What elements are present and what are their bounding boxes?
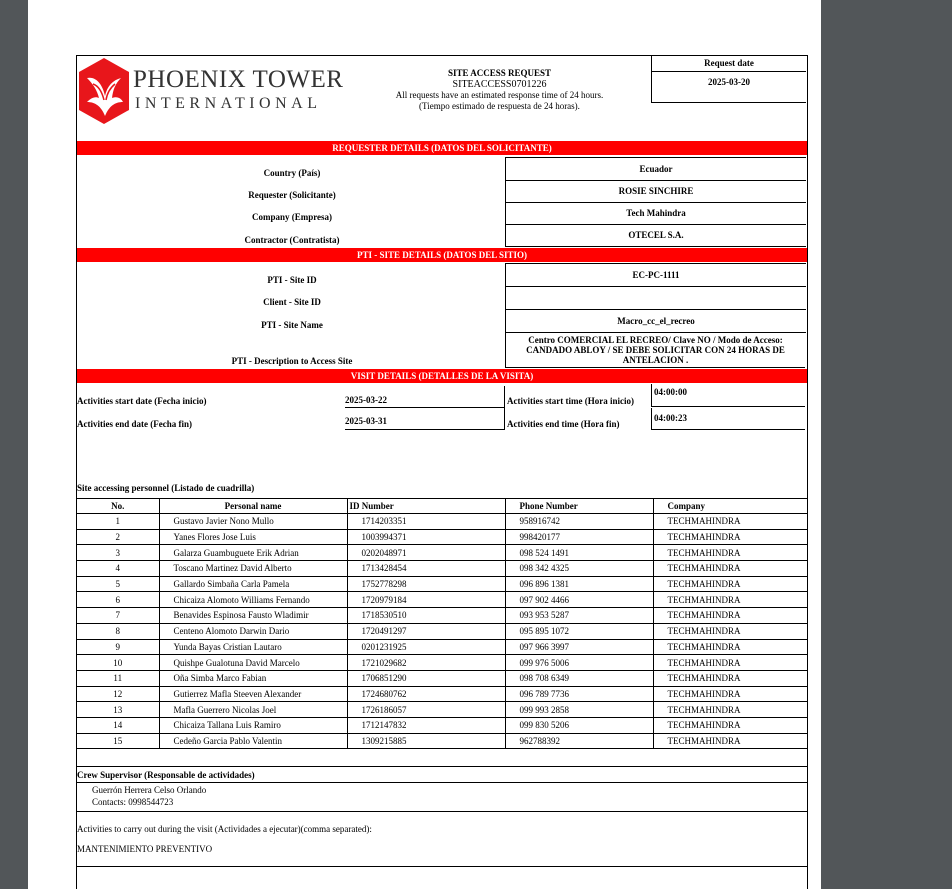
phone-number: 099 830 5206 [505, 717, 653, 733]
requester-value: ROSIE SINCHIRE [505, 180, 806, 203]
personal-name: Mafla Guerrero Nicolas Joel [159, 702, 347, 718]
col-header-phone: Phone Number [505, 499, 653, 514]
request-date-value: 2025-03-20 [708, 77, 750, 87]
row-number: 11 [77, 670, 159, 686]
id-number: 1712147832 [347, 717, 505, 733]
personnel-row [77, 733, 807, 749]
personnel-row [77, 529, 807, 545]
phone-number: 098 708 6349 [505, 670, 653, 686]
company-name: TECHMAHINDRA [653, 529, 807, 545]
supervisor-title: Crew Supervisor (Responsable de actividades) [77, 770, 255, 780]
id-number: 1720979184 [347, 592, 505, 608]
id-number: 1714203351 [347, 514, 505, 530]
col-header-no: No. [77, 499, 159, 514]
personal-name: Benavides Espinosa Fausto Wladimir [159, 608, 347, 624]
start-time-value: 04:00:00 [651, 384, 805, 407]
id-number: 0202048971 [347, 545, 505, 561]
personnel-row [77, 639, 807, 655]
personnel-row [77, 576, 807, 592]
company-name: TECHMAHINDRA [653, 670, 807, 686]
row-number: 3 [77, 545, 159, 561]
personnel-header-row [77, 499, 807, 514]
site-section-header: PTI - SITE DETAILS (DATOS DEL SITIO) [77, 248, 807, 262]
form-frame [76, 55, 808, 889]
personal-name: Yanes Flores Jose Luis [159, 529, 347, 545]
supervisor-name: Guerrón Herrera Celso Orlando [92, 785, 207, 795]
request-date-label: Request date [704, 58, 754, 68]
site-name-value: Macro_cc_el_recreo [505, 309, 806, 333]
personal-name: Cedeño Garcia Pablo Valentin [159, 733, 347, 749]
row-number: 9 [77, 639, 159, 655]
row-number: 10 [77, 655, 159, 671]
personnel-row [77, 623, 807, 639]
row-number: 5 [77, 576, 159, 592]
phone-number: 097 902 4466 [505, 592, 653, 608]
start-time-label: Activities start time (Hora inicio) [507, 396, 634, 406]
personnel-row [77, 702, 807, 718]
row-number: 7 [77, 608, 159, 624]
personal-name: Centeno Alomoto Darwin Dario [159, 623, 347, 639]
phone-number: 096 896 1381 [505, 576, 653, 592]
phone-number: 099 993 2858 [505, 702, 653, 718]
personnel-row [77, 686, 807, 702]
row-number: 13 [77, 702, 159, 718]
row-number: 6 [77, 592, 159, 608]
start-date-value: 2025-03-22 [345, 386, 505, 408]
end-date-label: Activities end date (Fecha fin) [77, 419, 192, 429]
phone-number: 098 342 4325 [505, 561, 653, 577]
request-date-box [651, 56, 806, 103]
phone-number: 095 895 1072 [505, 623, 653, 639]
personal-name: Oña Simba Marco Fabian [159, 670, 347, 686]
phone-number: 962788392 [505, 733, 653, 749]
company-name: TECHMAHINDRA [653, 686, 807, 702]
end-date-value: 2025-03-31 [345, 408, 505, 430]
description-label: PTI - Description to Access Site [231, 356, 353, 366]
contractor-value: OTECEL S.A. [505, 224, 806, 247]
end-time-value: 04:00:23 [651, 408, 805, 430]
personnel-row [77, 545, 807, 561]
company-name: TECHMAHINDRA [653, 608, 807, 624]
logo-wordmark-line2: INTERNATIONAL [135, 95, 322, 112]
company-name: TECHMAHINDRA [653, 545, 807, 561]
logo-wordmark-line1: PHOENIX TOWER [133, 66, 344, 93]
phone-number: 958916742 [505, 514, 653, 530]
id-number: 1718530510 [347, 608, 505, 624]
id-number: 0201231925 [347, 639, 505, 655]
client-site-id-value [505, 286, 806, 310]
id-number: 1752778298 [347, 576, 505, 592]
row-number: 8 [77, 623, 159, 639]
id-number: 1706851290 [347, 670, 505, 686]
activities-value: MANTENIMIENTO PREVENTIVO [77, 844, 213, 854]
personnel-row [77, 561, 807, 577]
requester-label: Requester (Solicitante) [248, 190, 336, 200]
visit-section-header: VISIT DETAILS (DETALLES DE LA VISITA) [77, 369, 807, 383]
col-header-company: Company [653, 499, 807, 514]
id-number: 1713428454 [347, 561, 505, 577]
row-number: 14 [77, 717, 159, 733]
id-number: 1721029682 [347, 655, 505, 671]
site-id-value: EC-PC-1111 [505, 263, 806, 287]
phone-number: 096 789 7736 [505, 686, 653, 702]
response-note-en: All requests have an estimated response time of 24 hours. [395, 90, 604, 100]
row-number: 12 [77, 686, 159, 702]
company-name: TECHMAHINDRA [653, 655, 807, 671]
request-code: SITEACCESS0701226 [452, 79, 547, 90]
country-label: Country (País) [263, 168, 321, 178]
id-number: 1003994371 [347, 529, 505, 545]
supervisor-contact: Contacts: 0998544723 [92, 797, 174, 807]
personnel-row [77, 655, 807, 671]
company-name: TECHMAHINDRA [653, 639, 807, 655]
personal-name: Gallardo Simbaña Carla Pamela [159, 576, 347, 592]
form-title: SITE ACCESS REQUEST [447, 68, 552, 78]
company-name: TECHMAHINDRA [653, 717, 807, 733]
company-value: Tech Mahindra [505, 202, 806, 225]
site-name-label: PTI - Site Name [261, 320, 323, 330]
company-name: TECHMAHINDRA [653, 623, 807, 639]
id-number: 1309215885 [347, 733, 505, 749]
company-name: TECHMAHINDRA [653, 733, 807, 749]
row-number: 15 [77, 733, 159, 749]
personal-name: Chicaiza Alomoto Williams Fernando [159, 592, 347, 608]
activities-label: Activities to carry out during the visit (Actividades a ejecutar)(comma separated): [77, 824, 372, 834]
row-number: 2 [77, 529, 159, 545]
phone-number: 093 953 5287 [505, 608, 653, 624]
phoenix-logo [77, 56, 377, 136]
id-number: 1720491297 [347, 623, 505, 639]
personal-name: Chicaiza Tallana Luis Ramiro [159, 717, 347, 733]
personnel-row [77, 592, 807, 608]
client-site-id-label: Client - Site ID [263, 297, 321, 307]
company-name: TECHMAHINDRA [653, 576, 807, 592]
country-value: Ecuador [505, 157, 806, 181]
row-number: 1 [77, 514, 159, 530]
start-date-label: Activities start date (Fecha inicio) [77, 396, 207, 406]
personnel-row [77, 670, 807, 686]
response-note-es: (Tiempo estimado de respuesta de 24 horas). [419, 101, 580, 111]
contractor-label: Contractor (Contratista) [244, 235, 340, 245]
personal-name: Toscano Martinez David Alberto [159, 561, 347, 577]
personnel-table [77, 498, 807, 749]
row-number: 4 [77, 561, 159, 577]
personal-name: Gutierrez Mafla Steeven Alexander [159, 686, 347, 702]
personal-name: Quishpe Gualotuna David Marcelo [159, 655, 347, 671]
col-header-id: ID Number [347, 499, 505, 514]
personal-name: Yunda Bayas Cristian Lautaro [159, 639, 347, 655]
phone-number: 998420177 [505, 529, 653, 545]
requester-section-header: REQUESTER DETAILS (DATOS DEL SOLICITANTE) [77, 141, 807, 155]
company-name: TECHMAHINDRA [653, 514, 807, 530]
id-number: 1724680762 [347, 686, 505, 702]
site-id-label: PTI - Site ID [267, 275, 317, 285]
personal-name: Galarza Guambuguete Erik Adrian [159, 545, 347, 561]
request-header [367, 68, 632, 112]
company-label: Company (Empresa) [251, 212, 333, 222]
phone-number: 099 976 5006 [505, 655, 653, 671]
personal-name: Gustavo Javier Nono Mullo [159, 514, 347, 530]
phoenix-emblem-icon [79, 58, 129, 124]
company-name: TECHMAHINDRA [653, 702, 807, 718]
id-number: 1726186057 [347, 702, 505, 718]
phone-number: 097 966 3997 [505, 639, 653, 655]
description-value: Centro COMERCIAL EL RECREO/ Clave NO / Modo de Acceso: CANDADO ABLOY / SE DEBE SOLICITAR CON 24 HORAS DE ANTELACION . [505, 332, 805, 368]
document-page [28, 0, 821, 889]
personnel-row [77, 608, 807, 624]
phone-number: 098 524 1491 [505, 545, 653, 561]
personnel-title: Site accessing personnel (Listado de cuadrilla) [77, 483, 255, 493]
personnel-row [77, 514, 807, 530]
company-name: TECHMAHINDRA [653, 592, 807, 608]
personnel-row [77, 717, 807, 733]
end-time-label: Activities end time (Hora fin) [507, 419, 620, 429]
company-name: TECHMAHINDRA [653, 561, 807, 577]
col-header-name: Personal name [159, 499, 347, 514]
